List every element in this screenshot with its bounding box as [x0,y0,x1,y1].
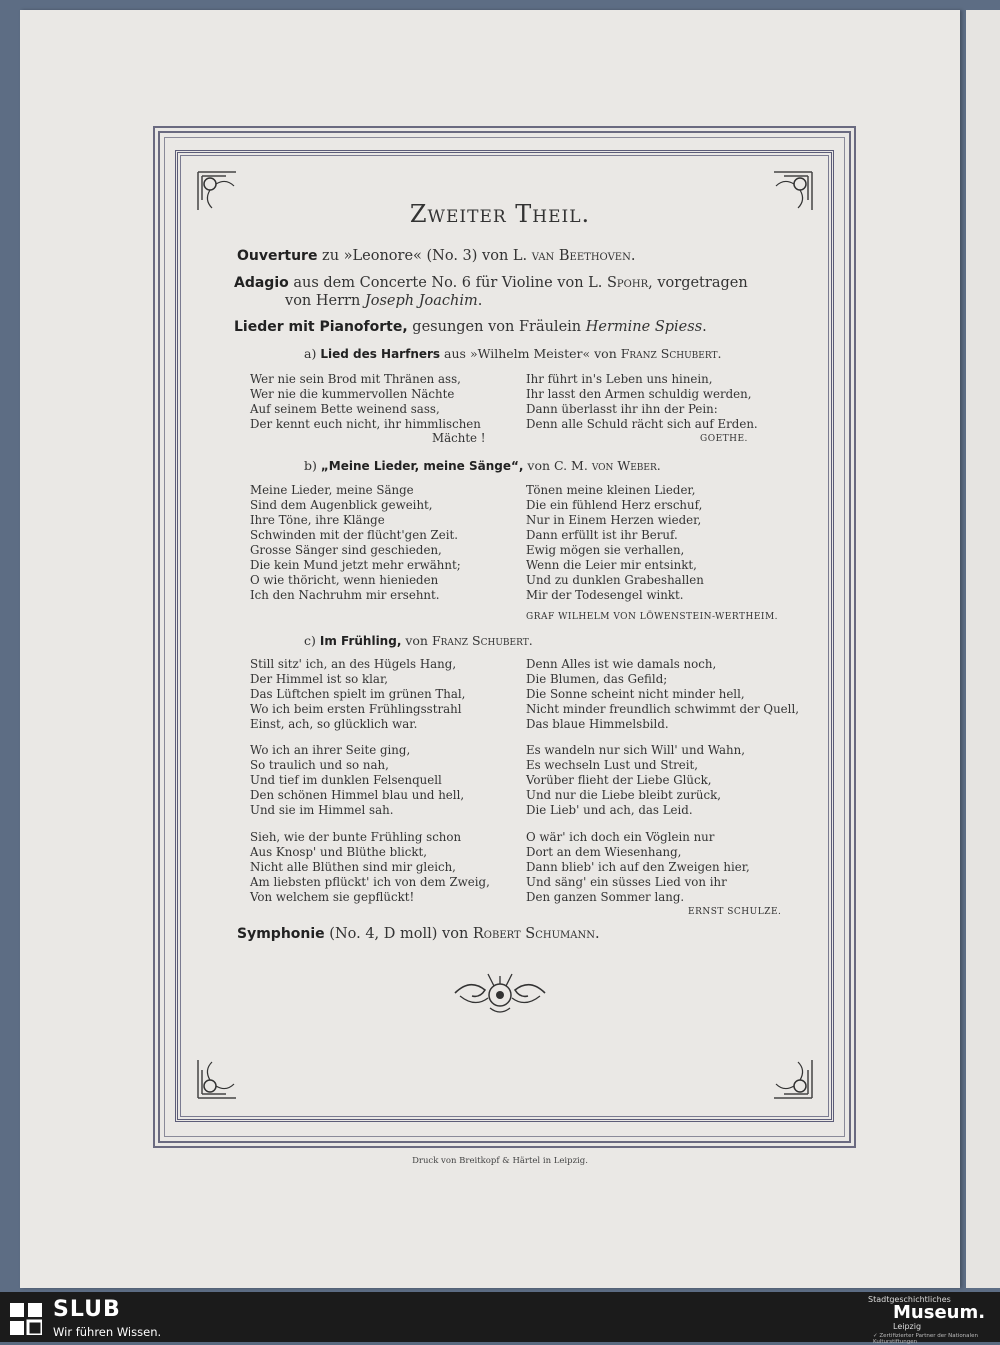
song-c-heading: c) Im Frühling, von Franz Schubert. [304,633,533,648]
slub-name: SLUB [53,1297,121,1322]
slub-tagline: Wir führen Wissen. [53,1325,162,1339]
song-b-verse-right: Tönen meine kleinen Lieder, Die ein fühlend Herz erschuf, Nur in Einem Herzen wieder, Dann erfüllt ist ihr Beruf. Ewig mögen sie verhallen, Wenn die Leier mir entsinkt, Und zu dunklen Grabeshallen Mir der Todesengel winkt. [526,483,704,602]
song-a-verse-left-end: Mächte ! [432,431,486,445]
corner-ornament-icon [196,1050,246,1100]
printer-note: Druck von Breitkopf & Härtel in Leipzig. [412,1156,588,1166]
song-a-verse-left: Wer nie sein Brod mit Thränen ass, Wer nie die kummervollen Nächte Auf seinem Bette weinend sass, Der kennt euch nicht, ihr himmlischen [250,372,481,431]
song-c-poet: ERNST SCHULZE. [688,907,782,917]
song-a-heading: a) Lied des Harfners aus »Wilhelm Meister« von Franz Schubert. [304,346,722,361]
song-b-heading: b) „Meine Lieder, meine Sänge“, von C. M. von Weber. [304,458,661,473]
museum-label-top: Stadtgeschichtliches [868,1295,951,1304]
page-title: Zweiter Theil. [409,200,591,228]
museum-city: Leipzig [893,1322,922,1331]
program-item-symphonie: Symphonie (No. 4, D moll) von Robert Schumann. [237,926,600,942]
program-item-lieder: Lieder mit Pianoforte, gesungen von Fräulein Hermine Spiess. [234,319,707,335]
song-c-verse-1-left: Still sitz' ich, an des Hügels Hang, Der Himmel ist so klar, Das Lüftchen spielt im grünen Thal, Wo ich beim ersten Frühlingsstrahl Einst, ach, so glücklich war. [250,657,466,731]
song-b-verse-left: Meine Lieder, meine Sänge Sind dem Augenblick geweiht, Ihre Töne, ihre Klänge Schwinden mit der flücht'gen Zeit. Grosse Sänger sind geschieden, Die kein Mund jetzt mehr erwähnt; O wie thöricht, wenn hienieden Ich den Nachruhm mir ersehnt. [250,483,461,602]
program-item-ouverture: Ouverture zu »Leonore« (No. 3) von L. van Beethoven. [237,248,636,264]
song-b-poet: GRAF WILHELM VON LÖWENSTEIN-WERTHEIM. [526,612,779,622]
song-c-verse-2-right: Es wandeln nur sich Will' und Wahn, Es wechseln Lust und Streit, Vorüber flieht der Liebe Glück, Und nur die Liebe bleibt zurück, Die Lieb' und ach, das Leid. [526,743,745,817]
song-c-verse-3-right: O wär' ich doch ein Vöglein nur Dort an dem Wiesenhang, Dann blieb' ich auf den Zweigen hier, Und säng' ein süsses Lied von ihr Den ganzen Sommer lang. [526,830,750,904]
slub-logo-icon [10,1303,42,1335]
song-a-verse-right: Ihr führt in's Leben uns hinein, Ihr lasst den Armen schuldig werden, Dann überlasst ihr ihn der Pein: Denn alle Schuld rächt sich auf Erden. [526,372,758,431]
corner-ornament-icon [764,1050,814,1100]
song-a-poet: GOETHE. [700,434,748,444]
museum-name: Museum. [893,1302,986,1323]
program-item-adagio-line2: von Herrn Joseph Joachim. [285,293,483,309]
song-c-verse-1-right: Denn Alles ist wie damals noch, Die Blumen, das Gefild; Die Sonne scheint nicht minder hell, Nicht minder freundlich schwimmt der Quell, Das blaue Himmelsbild. [526,657,799,731]
program-item-adagio: Adagio aus dem Concerte No. 6 für Violine von L. Spohr, vorgetragen [234,275,748,291]
song-c-verse-2-left: Wo ich an ihrer Seite ging, So traulich und so nah, Und tief im dunklen Felsenquell Den schönen Himmel blau und hell, Und sie im Himmel sah. [250,743,465,817]
museum-note: ✓ Zertifizierter Partner der Nationalen Kulturstiftungen [873,1333,978,1345]
song-c-verse-3-left: Sieh, wie der bunte Frühling schon Aus Knosp' und Blüthe blickt, Nicht alle Blüthen sind mir gleich, Am liebsten pflückt' ich von dem Zweig, Von welchem sie gepflückt! [250,830,490,904]
palmette-ornament-icon [450,968,550,1018]
